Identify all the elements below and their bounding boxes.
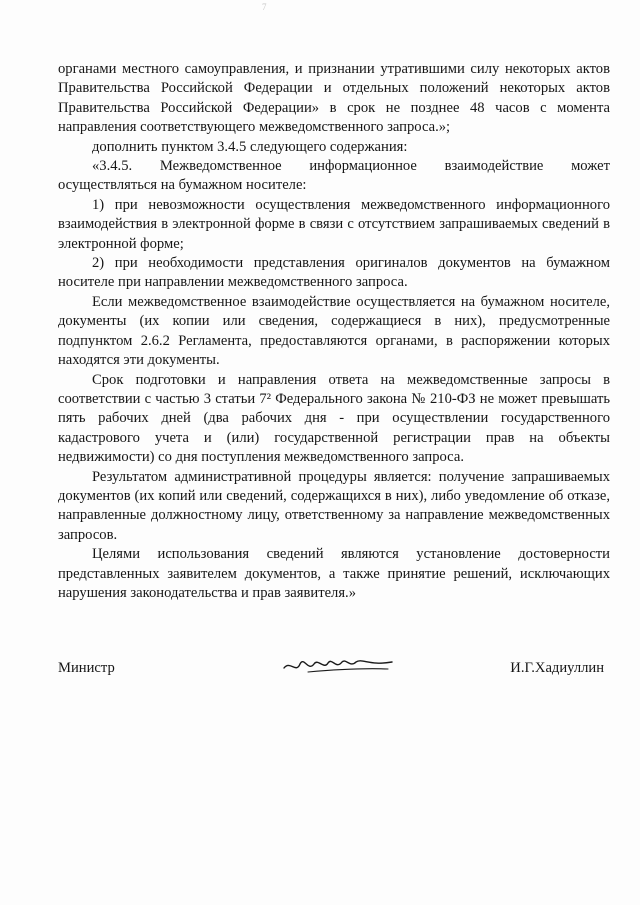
scan-mark: 7 [262, 2, 267, 12]
paragraph-item-1: 1) при невозможности осуществления межведомственного информационного взаимодействия в электронной форме в связи с отсутствием запрашиваемых сведений в электронной форме; [58, 196, 610, 252]
paragraph-purpose: Целями использования сведений являются установление достоверности представленных заявителем документов, а также принятие решений, исключающих нарушения законодательства и прав заявителя.» [58, 546, 610, 601]
paragraph-procedure-result: Результатом административной процедуры является: получение запрашиваемых документов (их копий или сведений, содержащихся в них), либо уведомление об отказе, направленные должностному лицу, ответственному за направление межведомственных запросов. [58, 468, 610, 543]
handwritten-signature [280, 650, 400, 680]
paragraph-continuation: органами местного самоуправления, и признании утратившими силу некоторых актов Правительства Российской Федерации и отдельных положений некоторых актов Правительства Российской Федерации» в срок не позднее 48 часов с момента направления соответствующего межведомственного запроса.»; [58, 61, 610, 136]
signer-name: И.Г.Хадиуллин [510, 660, 604, 676]
signature-row [58, 650, 610, 690]
paragraph-3-4-5: «3.4.5. Межведомственное информационное взаимодействие может осуществляться на бумажном носителе: [58, 158, 610, 194]
paragraph-response-deadline: Срок подготовки и направления ответа на межведомственные запросы в соответствии с частью 3 статьи 7² Федерального закона № 210-ФЗ не может превышать пять рабочих дней (два рабочих дня - при осуществлении государственного кадастрового учета и (или) государственной регистрации прав на объекты недвижимости) со дня поступления межведомственного запроса. [58, 371, 610, 466]
document-body [58, 60, 610, 603]
paragraph-item-2: 2) при необходимости представления оригиналов документов на бумажном носителе при направлении межведомственного запроса. [58, 255, 610, 291]
paragraph-amendment-intro: дополнить пунктом 3.4.5 следующего содержания: [92, 138, 408, 155]
signer-position: Министр [58, 660, 115, 676]
paragraph-paper-interaction: Если межведомственное взаимодействие осуществляется на бумажном носителе, документы (их копии или сведения, содержащиеся в них), предусмотренные подпунктом 2.6.2 Регламента, предоставляются органами, в распоряжении которых находятся эти документы. [58, 293, 610, 369]
